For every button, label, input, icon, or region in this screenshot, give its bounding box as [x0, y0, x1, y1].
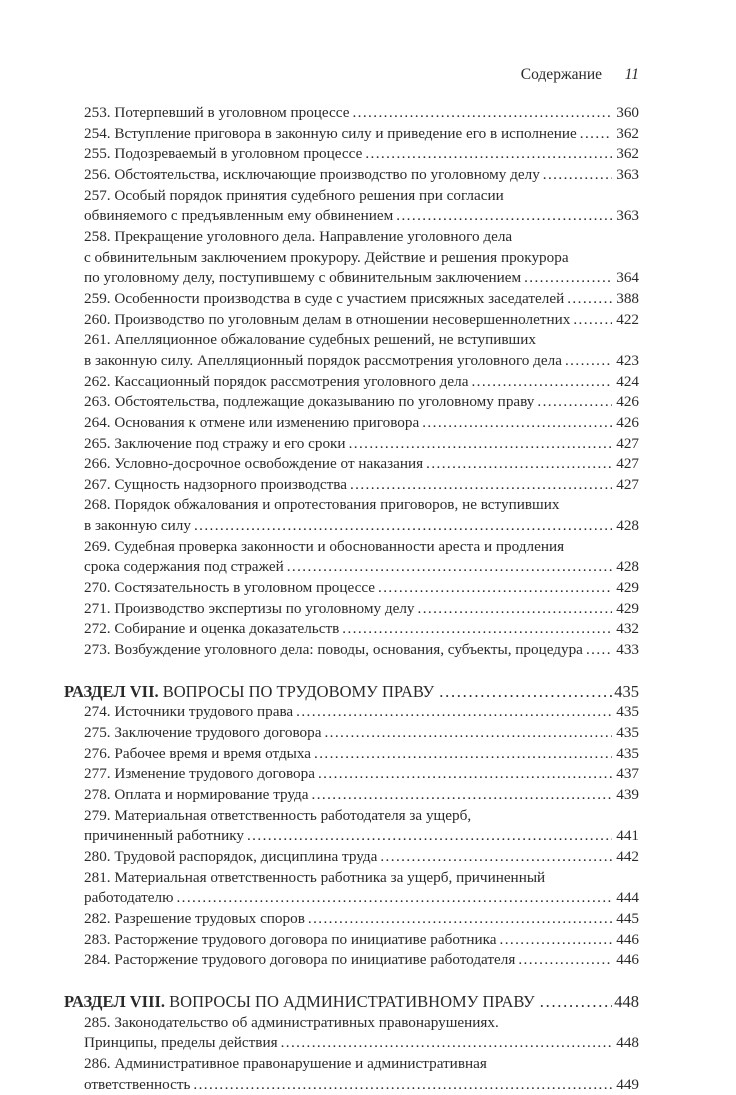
toc-entry[interactable] [64, 599, 639, 620]
section-label: РАЗДЕЛ VII. [64, 681, 159, 701]
leader-dots [365, 144, 612, 165]
toc-entry-page: 426 [616, 413, 639, 431]
toc-entry-line [84, 868, 639, 889]
toc-entry[interactable] [64, 930, 639, 951]
toc-entry-page: 432 [616, 620, 639, 638]
toc-entry[interactable] [64, 124, 639, 145]
toc-entry-line [84, 248, 639, 269]
toc-entry[interactable] [64, 868, 639, 909]
toc-entry-title: с обвинительным заключением прокурору. Действие и решения прокурора [84, 248, 569, 266]
toc-entry-title: 263. Обстоятельства, подлежащие доказыванию по уголовному праву [84, 393, 535, 411]
toc-entry-line [84, 578, 639, 599]
toc-entry-page: 433 [616, 641, 639, 659]
toc-entry[interactable] [64, 103, 639, 124]
toc-entry-line [84, 1054, 639, 1075]
leader-dots [567, 289, 612, 310]
toc-entry-title: Принципы, пределы действия [84, 1034, 278, 1052]
toc-entry[interactable] [64, 1054, 639, 1095]
toc-entry-line [84, 909, 639, 930]
toc-entry[interactable] [64, 723, 639, 744]
toc-entry-title: причиненный работнику [84, 827, 244, 845]
toc-entry-line [84, 888, 639, 909]
toc-entry-title: 281. Материальная ответственность работника за ущерб, причиненный [84, 868, 546, 886]
toc-entry[interactable] [64, 640, 639, 661]
toc-entry-title: 269. Судебная проверка законности и обоснованности ареста и продления [84, 537, 565, 555]
toc-entry-title: 257. Особый порядок принятия судебного решения при согласии [84, 186, 504, 204]
toc-entry-line [84, 475, 639, 496]
toc-entry[interactable] [64, 186, 639, 227]
leader-dots [247, 826, 612, 847]
leader-dots [176, 888, 612, 909]
leader-dots [314, 744, 612, 765]
toc-entry-line [84, 289, 639, 310]
running-header-title: Содержание [520, 66, 602, 83]
leader-dots [586, 640, 612, 661]
toc-entry-line [84, 1013, 639, 1034]
toc-entry-title: 273. Возбуждение уголовного дела: поводы, основания, субъекты, процедура [84, 641, 583, 659]
table-of-contents [64, 103, 639, 1095]
toc-entry[interactable] [64, 847, 639, 868]
toc-entry[interactable] [64, 392, 639, 413]
toc-entry[interactable] [64, 227, 639, 289]
toc-entry-page: 446 [616, 951, 639, 969]
toc-entry-title: 277. Изменение трудового договора [84, 765, 315, 783]
toc-entry-page: 435 [616, 744, 639, 762]
toc-entry-title: в законную силу [84, 517, 191, 535]
toc-entry-page: 423 [616, 351, 639, 369]
toc-entry-title: 270. Состязательность в уголовном процессе [84, 579, 376, 597]
toc-entry-page: 428 [616, 558, 639, 576]
leader-dots [318, 764, 612, 785]
toc-entry-line [84, 826, 639, 847]
toc-entry[interactable] [64, 1013, 639, 1054]
toc-entry-page: 427 [616, 455, 639, 473]
toc-entry-title: 259. Особенности производства в суде с участием присяжных заседателей [84, 289, 565, 307]
toc-entry-title: 280. Трудовой распорядок, дисциплина труда [84, 847, 378, 865]
toc-entry-line [84, 599, 639, 620]
toc-entry-page: 445 [616, 909, 639, 927]
toc-entry[interactable] [64, 764, 639, 785]
toc-entry-line [84, 103, 639, 124]
leader-dots [500, 930, 613, 951]
section-heading-viii[interactable] [64, 992, 639, 1013]
toc-entry-page: 428 [616, 517, 639, 535]
toc-entry-title: 265. Заключение под стражу и его сроки [84, 434, 346, 452]
page-number: 11 [624, 66, 639, 83]
toc-entry-page: 427 [616, 475, 639, 493]
toc-entry[interactable] [64, 434, 639, 455]
toc-entry[interactable] [64, 330, 639, 371]
toc-entry-page: 360 [616, 104, 639, 121]
toc-entry-title: 285. Законодательство об административных правонарушениях. [84, 1013, 499, 1031]
leader-dots [396, 206, 612, 227]
toc-entry-page: 435 [616, 724, 639, 742]
toc-entry[interactable] [64, 578, 639, 599]
toc-entry[interactable] [64, 413, 639, 434]
toc-entry-title: 256. Обстоятельства, исключающие производство по уголовному делу [84, 165, 540, 183]
section-heading-vii[interactable] [64, 682, 639, 703]
toc-entry[interactable] [64, 289, 639, 310]
toc-entry[interactable] [64, 785, 639, 806]
toc-entry[interactable] [64, 702, 639, 723]
toc-entry[interactable] [64, 310, 639, 331]
toc-entry-title: 262. Кассационный порядок рассмотрения уголовного дела [84, 372, 469, 390]
leader-dots [350, 475, 612, 496]
toc-entry-line [84, 434, 639, 455]
toc-entry-title: 267. Сущность надзорного производства [84, 475, 347, 493]
toc-entry-page: 441 [616, 827, 639, 845]
toc-entry-line [84, 1033, 639, 1054]
toc-entry-page: 426 [616, 393, 639, 411]
leader-dots [471, 372, 612, 393]
toc-entry-line [84, 206, 639, 227]
toc-entry-line [84, 806, 639, 827]
toc-entry-title: срока содержания под стражей [84, 558, 284, 576]
toc-entry-page: 429 [616, 579, 639, 597]
leader-dots [287, 557, 613, 578]
toc-entry-title: по уголовному делу, поступившему с обвинительным заключением [84, 269, 522, 287]
toc-entry-title: 255. Подозреваемый в уголовном процессе [84, 145, 363, 163]
toc-entry-line [84, 744, 639, 765]
toc-entry-title: 286. Административное правонарушение и административная [84, 1054, 487, 1072]
toc-entry-title: 279. Материальная ответственность работодателя за ущерб, [84, 806, 472, 824]
toc-group-criminal-procedure [64, 103, 639, 661]
toc-entry-line [84, 268, 639, 289]
toc-entry-page: 446 [616, 930, 639, 948]
toc-entry-line [84, 702, 639, 723]
toc-entry-title: 275. Заключение трудового договора [84, 724, 322, 742]
leader-dots [312, 785, 613, 806]
toc-entry-page: 429 [616, 599, 639, 617]
toc-entry-line [84, 950, 639, 971]
leader-dots [296, 702, 612, 723]
toc-entry-title: 278. Оплата и нормирование труда [84, 786, 309, 803]
toc-entry-page: 424 [616, 372, 639, 390]
toc-entry-page: 364 [616, 269, 639, 287]
toc-entry[interactable] [64, 950, 639, 971]
toc-entry-page: 422 [616, 310, 639, 328]
toc-entry-line [84, 619, 639, 640]
toc-entry-line [84, 413, 639, 434]
toc-entry-title: в законную силу. Апелляционный порядок рассмотрения уголовного дела [84, 351, 562, 369]
toc-entry-line [84, 930, 639, 951]
leader-dots [537, 392, 612, 413]
toc-entry-title: 282. Разрешение трудовых споров [84, 909, 305, 927]
leader-dots [518, 950, 612, 971]
toc-entry-line [84, 764, 639, 785]
toc-entry-title: 271. Производство экспертизы по уголовному делу [84, 599, 415, 617]
leader-dots [281, 1033, 613, 1054]
toc-entry-title: 261. Апелляционное обжалование судебных решений, не вступивших [84, 331, 536, 349]
toc-entry-line [84, 723, 639, 744]
section-title: ВОПРОСЫ ПО ТРУДОВОМУ ПРАВУ [162, 681, 435, 701]
toc-entry-line [84, 640, 639, 661]
toc-entry-line [84, 351, 639, 372]
leader-dots [308, 909, 612, 930]
leader-dots [565, 351, 612, 372]
toc-entry-line [84, 785, 639, 806]
toc-entry-page: 362 [616, 124, 639, 142]
toc-group-labor-law [64, 702, 639, 971]
section-page: 448 [614, 991, 639, 1011]
leader-dots [426, 454, 612, 475]
toc-entry[interactable] [64, 537, 639, 578]
section-title: ВОПРОСЫ ПО АДМИНИСТРАТИВНОМУ ПРАВУ [169, 991, 535, 1011]
toc-entry-page: 449 [616, 1075, 639, 1093]
toc-entry-line [84, 454, 639, 475]
toc-entry-page: 439 [616, 786, 639, 803]
toc-entry-title: 284. Расторжение трудового договора по инициативе работодателя [84, 951, 516, 969]
toc-entry-title: ответственность [84, 1075, 191, 1093]
leader-dots [193, 1075, 612, 1095]
leader-dots [540, 992, 613, 1013]
toc-entry-page: 363 [616, 165, 639, 183]
toc-entry-title: 258. Прекращение уголовного дела. Направление уголовного дела [84, 227, 513, 245]
toc-entry-page: 444 [616, 889, 639, 907]
toc-entry-title: 283. Расторжение трудового договора по инициативе работника [84, 930, 497, 948]
toc-entry-title: обвиняемого с предъявленным ему обвинением [84, 207, 394, 225]
toc-entry-title: работодателю [84, 889, 174, 907]
toc-entry-line [84, 557, 639, 578]
toc-entry[interactable] [64, 165, 639, 186]
toc-entry[interactable] [64, 619, 639, 640]
toc-entry-line [84, 186, 639, 207]
leader-dots [352, 103, 612, 124]
toc-entry-line [84, 310, 639, 331]
toc-entry-line [84, 516, 639, 537]
leader-dots [418, 599, 613, 620]
running-header [64, 66, 639, 88]
leader-dots [349, 434, 613, 455]
toc-entry-title: 274. Источники трудового права [84, 703, 294, 721]
toc-entry-page: 435 [616, 703, 639, 721]
toc-entry-line [84, 144, 639, 165]
toc-entry[interactable] [64, 475, 639, 496]
toc-entry-title: 266. Условно-досрочное освобождение от наказания [84, 455, 424, 473]
leader-dots [543, 165, 612, 186]
leader-dots [524, 268, 612, 289]
toc-entry-line [84, 372, 639, 393]
leader-dots [380, 847, 612, 868]
toc-entry[interactable] [64, 744, 639, 765]
toc-entry-page: 442 [616, 847, 639, 865]
toc-entry-line [84, 227, 639, 248]
toc-entry-page: 362 [616, 145, 639, 163]
toc-entry-line [84, 392, 639, 413]
toc-entry[interactable] [64, 909, 639, 930]
toc-entry[interactable] [64, 806, 639, 847]
toc-entry-line [84, 124, 639, 145]
leader-dots [580, 124, 612, 145]
toc-entry[interactable] [64, 495, 639, 536]
toc-entry-page: 363 [616, 207, 639, 225]
leader-dots [573, 310, 612, 331]
toc-entry-title: 253. Потерпевший в уголовном процессе [84, 104, 350, 121]
leader-dots [194, 516, 612, 537]
toc-entry-line [84, 495, 639, 516]
toc-entry-title: 276. Рабочее время и время отдыха [84, 744, 312, 762]
toc-entry[interactable] [64, 454, 639, 475]
toc-entry-title: 254. Вступление приговора в законную силу и приведение его в исполнение [84, 124, 577, 142]
toc-entry-page: 437 [616, 765, 639, 783]
toc-entry-line [84, 1075, 639, 1095]
toc-entry-page: 427 [616, 434, 639, 452]
section-page: 435 [614, 681, 639, 701]
toc-entry-title: 264. Основания к отмене или изменению приговора [84, 413, 420, 431]
toc-entry-title: 272. Собирание и оценка доказательств [84, 620, 340, 638]
toc-entry-line [84, 847, 639, 868]
toc-entry-line [84, 330, 639, 351]
leader-dots [422, 413, 612, 434]
toc-entry-line [84, 537, 639, 558]
section-label: РАЗДЕЛ VIII. [64, 991, 166, 1011]
toc-entry[interactable] [64, 372, 639, 393]
leader-dots [439, 682, 612, 703]
leader-dots [378, 578, 612, 599]
toc-entry-line [84, 165, 639, 186]
leader-dots [342, 619, 612, 640]
toc-entry-page: 448 [616, 1034, 639, 1052]
toc-group-administrative-law [64, 1013, 639, 1095]
toc-entry-title: 268. Порядок обжалования и опротестования приговоров, не вступивших [84, 496, 560, 514]
toc-entry-title: 260. Производство по уголовным делам в отношении несовершеннолетних [84, 310, 571, 328]
toc-entry[interactable] [64, 144, 639, 165]
leader-dots [324, 723, 612, 744]
toc-entry-page: 388 [616, 289, 639, 307]
